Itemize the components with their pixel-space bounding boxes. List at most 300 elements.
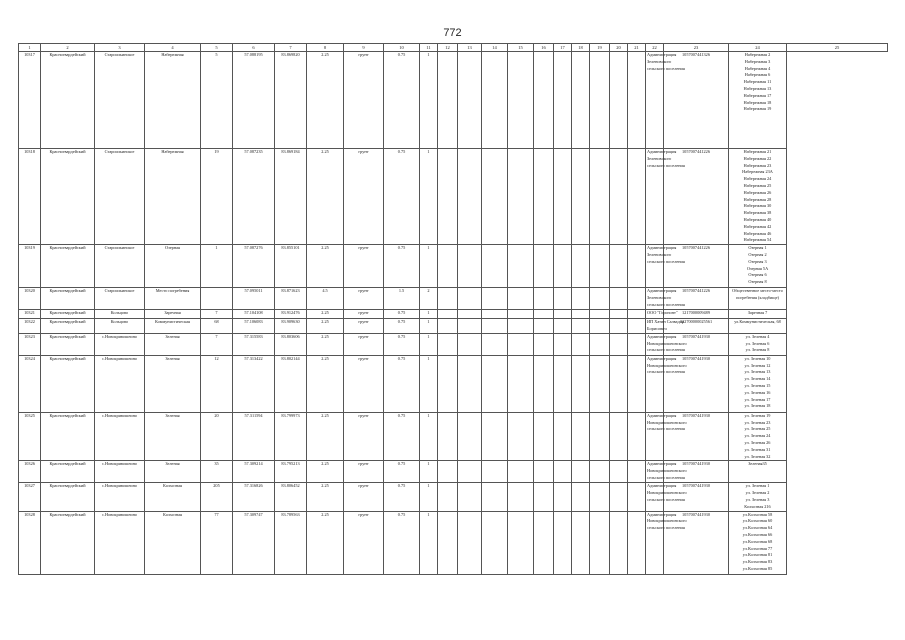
empty-cell xyxy=(458,149,482,245)
cell-district: Красногвардейский xyxy=(41,245,95,288)
address-line: ул. Зеленая 25 xyxy=(744,426,771,432)
registry-table xyxy=(18,43,888,575)
organization-line: Администрация xyxy=(647,245,677,251)
empty-cell xyxy=(458,288,482,310)
empty-cell xyxy=(572,245,590,288)
cell-lon: 83.803606 xyxy=(275,333,307,355)
page-number: 772 xyxy=(443,27,462,39)
cell-c10: 0.75 xyxy=(384,52,420,149)
empty-cell xyxy=(508,319,534,334)
cell-district: Красногвардейский xyxy=(41,483,95,511)
organization-line: сельского поселения xyxy=(647,258,685,264)
cell-district: Красногвардейский xyxy=(41,149,95,245)
organization-line: Новокривошеинского xyxy=(647,468,687,474)
cell-id: 10320 xyxy=(19,288,41,310)
cell-settlement: с.Новокривошеино xyxy=(95,412,145,461)
address-line: Набережная 28 xyxy=(743,196,772,202)
empty-cell xyxy=(610,52,628,149)
cell-c11: 1 xyxy=(420,412,438,461)
cell-c11: 1 xyxy=(420,461,438,483)
empty-cell xyxy=(482,412,508,461)
cell-c11: 1 xyxy=(420,245,438,288)
empty-cell xyxy=(572,511,590,574)
address-line: Набережная 11 xyxy=(743,79,772,85)
address-line: ул. Зеленая 18 xyxy=(744,403,771,409)
empty-cell xyxy=(610,149,628,245)
cell-c8: 2.25 xyxy=(307,461,344,483)
cell-organization xyxy=(646,333,687,355)
table-row xyxy=(19,355,888,412)
cell-house: 20 xyxy=(201,412,233,461)
organization-line: Зеленовского xyxy=(647,58,672,64)
column-number: 3 xyxy=(95,44,145,52)
cell-settlement: Староильинское xyxy=(95,52,145,149)
empty-cell xyxy=(534,511,554,574)
empty-cell xyxy=(628,483,646,511)
empty-cell xyxy=(554,461,572,483)
cell-c10: 0.75 xyxy=(384,149,420,245)
empty-cell xyxy=(554,333,572,355)
organization-line: Администрация xyxy=(647,355,677,361)
cell-c9: грунт xyxy=(344,355,384,412)
organization-line: сельского поселения xyxy=(647,65,685,71)
cell-lat: 57.309747 xyxy=(233,511,275,574)
cell-addresses xyxy=(729,461,787,483)
cell-district: Красногвардейский xyxy=(41,412,95,461)
cell-organization xyxy=(646,52,685,149)
cell-c9: грунт xyxy=(344,310,384,319)
cell-house: 68 xyxy=(201,319,233,334)
column-number: 1 xyxy=(19,44,41,52)
cell-id: 10324 xyxy=(19,355,41,412)
address-line: ул. Зеленая 3 xyxy=(745,496,770,502)
cell-addresses xyxy=(729,319,787,334)
empty-cell xyxy=(438,149,458,245)
column-number: 20 xyxy=(610,44,628,52)
empty-cell xyxy=(438,511,458,574)
cell-c11: 1 xyxy=(420,333,438,355)
cell-organization xyxy=(646,245,685,288)
cell-lat: 57.087276 xyxy=(233,245,275,288)
cell-house: 1 xyxy=(201,245,233,288)
empty-cell xyxy=(508,483,534,511)
empty-cell xyxy=(458,412,482,461)
empty-cell xyxy=(534,483,554,511)
cell-c9: грунт xyxy=(344,333,384,355)
cell-district: Красногвардейский xyxy=(41,511,95,574)
cell-c10: 0.75 xyxy=(384,483,420,511)
empty-cell xyxy=(554,288,572,310)
cell-organization xyxy=(646,319,685,334)
empty-cell xyxy=(590,245,610,288)
empty-cell xyxy=(438,355,458,412)
address-line: ул.Колхозная 68 xyxy=(742,538,773,544)
cell-ogrn: 1057007441930 xyxy=(664,483,729,511)
address-line: Зеленая35 xyxy=(748,461,767,467)
address-line: Заречная 7 xyxy=(747,310,768,316)
empty-cell xyxy=(590,511,610,574)
cell-district: Красногвардейский xyxy=(41,288,95,310)
cell-c11: 1 xyxy=(420,319,438,334)
cell-addresses xyxy=(729,245,787,288)
organization-line: сельского поселения xyxy=(647,369,685,375)
cell-street: Озерная xyxy=(145,245,201,288)
address-line: ул. Зеленая 16 xyxy=(744,389,771,395)
address-line: Набережная 26 xyxy=(743,189,772,195)
address-line: ул. Зеленая 2 xyxy=(745,490,770,496)
empty-cell xyxy=(590,461,610,483)
cell-c11: 1 xyxy=(420,310,438,319)
cell-lon: 83.855101 xyxy=(275,245,307,288)
address-line: ул.Колхозная 77 xyxy=(742,545,773,551)
cell-id: 10322 xyxy=(19,319,41,334)
organization-line: сельского поселения xyxy=(647,525,685,531)
cell-c8: 2.25 xyxy=(307,333,344,355)
empty-cell xyxy=(610,333,628,355)
empty-cell xyxy=(628,310,646,319)
column-number: 16 xyxy=(534,44,554,52)
empty-cell xyxy=(628,245,646,288)
address-line: ул. Зеленая 14 xyxy=(744,376,771,382)
cell-lon: 83.912476 xyxy=(275,310,307,319)
organization-line: Зеленовского xyxy=(647,251,672,257)
cell-id: 10327 xyxy=(19,483,41,511)
address-line: Набережная 2 xyxy=(744,52,771,57)
cell-id: 10318 xyxy=(19,149,41,245)
cell-street: Зеленая xyxy=(145,333,201,355)
cell-id: 10317 xyxy=(19,52,41,149)
column-number: 12 xyxy=(438,44,458,52)
address-line: ул. Зеленая 15 xyxy=(744,382,771,388)
empty-cell xyxy=(628,412,646,461)
organization-line: Новокривошеинского xyxy=(647,518,687,524)
address-line: Набережная 46 xyxy=(743,230,772,236)
organization-line: Новокривошеинского xyxy=(647,362,687,368)
organization-line: Администрация xyxy=(647,461,677,467)
empty-cell xyxy=(482,149,508,245)
cell-ogrn: 1057007441930 xyxy=(664,355,729,412)
cell-house: 35 xyxy=(201,461,233,483)
cell-c10: 0.75 xyxy=(384,333,420,355)
empty-cell xyxy=(628,511,646,574)
address-line: Набережная 22 xyxy=(743,155,772,161)
empty-cell xyxy=(458,355,482,412)
organization-line: ИП Хатин Салвадор xyxy=(647,319,685,325)
organization-line: сельского поселения xyxy=(647,347,685,353)
address-line: Набережная 42 xyxy=(743,223,772,229)
address-line: Набережная 54 xyxy=(743,237,772,243)
cell-settlement: с.Новокривошеино xyxy=(95,511,145,574)
empty-cell xyxy=(508,288,534,310)
empty-cell xyxy=(534,355,554,412)
cell-addresses xyxy=(729,149,787,245)
address-line: ул. Зеленая 19 xyxy=(744,412,771,418)
address-line: Набережная 38 xyxy=(743,210,772,216)
column-number-row xyxy=(19,44,888,52)
cell-c8: 2.25 xyxy=(307,319,344,334)
empty-cell xyxy=(572,412,590,461)
organization-line: Администрация xyxy=(647,288,677,294)
empty-cell xyxy=(508,310,534,319)
address-line: Озерная 3 xyxy=(748,258,767,264)
cell-id: 10326 xyxy=(19,461,41,483)
empty-cell xyxy=(590,333,610,355)
column-number: 7 xyxy=(275,44,307,52)
cell-c8: 2.25 xyxy=(307,52,344,149)
empty-cell xyxy=(572,288,590,310)
cell-lon: 83.871623 xyxy=(275,288,307,310)
empty-cell xyxy=(438,319,458,334)
column-number: 13 xyxy=(458,44,482,52)
empty-cell xyxy=(628,149,646,245)
cell-street: Колхозная xyxy=(145,511,201,574)
cell-c9: грунт xyxy=(344,319,384,334)
address-line: ул.Колхозная 66 xyxy=(742,531,773,537)
cell-ogrn: 1057007441930 xyxy=(664,412,729,461)
cell-organization xyxy=(646,310,678,319)
address-line: ул. Зеленая 13 xyxy=(744,369,771,375)
address-line: погребения (кладбище) xyxy=(736,294,779,300)
cell-addresses xyxy=(729,412,787,461)
empty-cell xyxy=(610,319,628,334)
address-line: ул.Колхозная 81 xyxy=(742,552,773,558)
cell-street: Зеленая xyxy=(145,355,201,412)
cell-c10: 0.75 xyxy=(384,461,420,483)
empty-cell xyxy=(572,149,590,245)
cell-house: 7 xyxy=(201,333,233,355)
cell-settlement: Кольцово xyxy=(95,319,145,334)
cell-lat: 57.104108 xyxy=(233,310,275,319)
cell-id: 10323 xyxy=(19,333,41,355)
empty-cell xyxy=(508,461,534,483)
empty-cell xyxy=(458,483,482,511)
column-number: 5 xyxy=(201,44,233,52)
cell-c8: 2.25 xyxy=(307,412,344,461)
empty-cell xyxy=(572,355,590,412)
cell-house: 205 xyxy=(201,483,233,511)
empty-cell xyxy=(482,245,508,288)
empty-cell xyxy=(438,310,458,319)
cell-organization xyxy=(646,461,687,483)
empty-cell xyxy=(628,52,646,149)
cell-c8: 4.5 xyxy=(307,288,344,310)
empty-cell xyxy=(482,483,508,511)
empty-cell xyxy=(508,245,534,288)
address-line: ул. Зеленая 6 xyxy=(745,340,770,346)
cell-lat: 57.313422 xyxy=(233,355,275,412)
empty-cell xyxy=(572,333,590,355)
cell-street: Заречная xyxy=(145,310,201,319)
empty-cell xyxy=(534,461,554,483)
table-row xyxy=(19,52,888,149)
cell-district: Красногвардейский xyxy=(41,333,95,355)
empty-cell xyxy=(458,461,482,483)
cell-lat: 57.088195 xyxy=(233,52,275,149)
cell-c9: грунт xyxy=(344,288,384,310)
address-line: ул. Зеленая 1 xyxy=(745,483,770,489)
empty-cell xyxy=(554,245,572,288)
cell-organization xyxy=(646,355,687,412)
cell-ogrn: 1057007441226 xyxy=(664,288,729,310)
address-line: ул. Зеленая 8 xyxy=(745,347,770,353)
cell-district: Красногвардейский xyxy=(41,355,95,412)
empty-cell xyxy=(628,355,646,412)
cell-id: 10325 xyxy=(19,412,41,461)
organization-line: Борисович xyxy=(647,325,667,331)
cell-settlement: Староильинское xyxy=(95,288,145,310)
empty-cell xyxy=(482,310,508,319)
cell-lon: 83.909630 xyxy=(275,319,307,334)
empty-cell xyxy=(590,483,610,511)
empty-cell xyxy=(590,355,610,412)
empty-cell xyxy=(482,333,508,355)
cell-c10: 0.75 xyxy=(384,310,420,319)
column-number: 19 xyxy=(590,44,610,52)
cell-c9: грунт xyxy=(344,412,384,461)
empty-cell xyxy=(554,412,572,461)
empty-cell xyxy=(610,245,628,288)
cell-c10: 0.75 xyxy=(384,245,420,288)
cell-lon: 83.806452 xyxy=(275,483,307,511)
cell-c10: 0.75 xyxy=(384,319,420,334)
address-line: Набережная 24 xyxy=(743,176,772,182)
empty-cell xyxy=(534,149,554,245)
cell-ogrn: 1057007441226 xyxy=(664,245,729,288)
address-line: Набережная 17 xyxy=(743,92,772,98)
empty-cell xyxy=(572,461,590,483)
cell-house: 19 xyxy=(201,149,233,245)
cell-addresses xyxy=(729,310,787,319)
empty-cell xyxy=(482,461,508,483)
cell-c8: 2.25 xyxy=(307,310,344,319)
address-line: Набережная 25 xyxy=(743,182,772,188)
table-row xyxy=(19,483,888,511)
table-row xyxy=(19,319,888,334)
cell-c10: 0.75 xyxy=(384,412,420,461)
address-line: Озерная 5А xyxy=(746,265,769,271)
table-row xyxy=(19,511,888,574)
address-line: Набережная 19 xyxy=(743,106,772,112)
organization-line: Администрация xyxy=(647,412,677,418)
organization-line: Зеленовского xyxy=(647,294,672,300)
empty-cell xyxy=(554,319,572,334)
cell-ogrn: 1057007441226 xyxy=(664,149,729,245)
address-line: Набережная 13 xyxy=(743,85,772,91)
empty-cell xyxy=(534,412,554,461)
column-number: 23 xyxy=(664,44,729,52)
address-line: Набережная 40 xyxy=(743,216,772,222)
cell-settlement: Староильинское xyxy=(95,149,145,245)
empty-cell xyxy=(534,52,554,149)
empty-cell xyxy=(590,149,610,245)
empty-cell xyxy=(508,333,534,355)
organization-line: сельского поселения xyxy=(647,426,685,432)
cell-ogrn: 1217000009489 xyxy=(664,310,729,319)
cell-lat: 57.106083 xyxy=(233,319,275,334)
empty-cell xyxy=(628,461,646,483)
empty-cell xyxy=(590,310,610,319)
column-number: 15 xyxy=(508,44,534,52)
empty-cell xyxy=(610,461,628,483)
cell-street: Зеленая xyxy=(145,412,201,461)
column-number: 21 xyxy=(628,44,646,52)
cell-ogrn: 322700000025561 xyxy=(664,319,729,334)
column-number: 9 xyxy=(344,44,384,52)
cell-c9: грунт xyxy=(344,149,384,245)
address-line: Набережная 23 xyxy=(743,162,772,168)
address-line: Озерная 1 xyxy=(748,245,767,251)
empty-cell xyxy=(590,52,610,149)
cell-c9: грунт xyxy=(344,483,384,511)
cell-street: Набережная xyxy=(145,52,201,149)
empty-cell xyxy=(590,288,610,310)
empty-cell xyxy=(482,319,508,334)
empty-cell xyxy=(438,461,458,483)
empty-cell xyxy=(628,319,646,334)
cell-addresses xyxy=(729,333,787,355)
address-line: Набережная 23А xyxy=(742,169,773,175)
cell-id: 10321 xyxy=(19,310,41,319)
empty-cell xyxy=(458,310,482,319)
empty-cell xyxy=(534,319,554,334)
table-row xyxy=(19,245,888,288)
empty-cell xyxy=(610,483,628,511)
organization-line: ООО "Горизонт" xyxy=(647,310,678,316)
address-line: ул. Зеленая 24 xyxy=(744,433,771,439)
cell-c10: 0.75 xyxy=(384,355,420,412)
empty-cell xyxy=(508,149,534,245)
empty-cell xyxy=(572,483,590,511)
cell-c11: 1 xyxy=(420,149,438,245)
empty-cell xyxy=(534,288,554,310)
empty-cell xyxy=(438,412,458,461)
column-number: 24 xyxy=(729,44,787,52)
cell-organization xyxy=(646,288,685,310)
table-row xyxy=(19,149,888,245)
cell-house: 12 xyxy=(201,355,233,412)
cell-settlement: Кольцово xyxy=(95,310,145,319)
organization-line: Администрация xyxy=(647,52,677,57)
cell-ogrn: 1057007441930 xyxy=(664,511,729,574)
cell-house: 77 xyxy=(201,511,233,574)
cell-c11: 1 xyxy=(420,511,438,574)
address-line: Набережная 4 xyxy=(744,65,771,71)
address-line: Набережная 3 xyxy=(744,58,771,64)
empty-cell xyxy=(438,288,458,310)
cell-lon: 83.869184 xyxy=(275,149,307,245)
cell-c11: 1 xyxy=(420,483,438,511)
table-row xyxy=(19,310,888,319)
cell-house: 5 xyxy=(201,52,233,149)
address-line: Набережная 18 xyxy=(743,99,772,105)
cell-lon: 83.802144 xyxy=(275,355,307,412)
cell-ogrn: 1057007441326 xyxy=(664,52,729,149)
cell-street: Коммунистическая xyxy=(145,319,201,334)
cell-addresses xyxy=(729,355,787,412)
address-line: Колхозная 216 xyxy=(744,503,771,509)
cell-addresses xyxy=(729,288,787,310)
cell-id: 10319 xyxy=(19,245,41,288)
cell-c10: 0.75 xyxy=(384,511,420,574)
address-line: ул. Зеленая 32 xyxy=(744,453,771,459)
cell-c8: 2.25 xyxy=(307,245,344,288)
address-line: ул.Колхозная 64 xyxy=(742,525,773,531)
empty-cell xyxy=(628,288,646,310)
table-row xyxy=(19,288,888,310)
cell-c8: 2.25 xyxy=(307,511,344,574)
cell-c10: 1.5 xyxy=(384,288,420,310)
address-line: ул.Колхозная 83 xyxy=(742,559,773,565)
